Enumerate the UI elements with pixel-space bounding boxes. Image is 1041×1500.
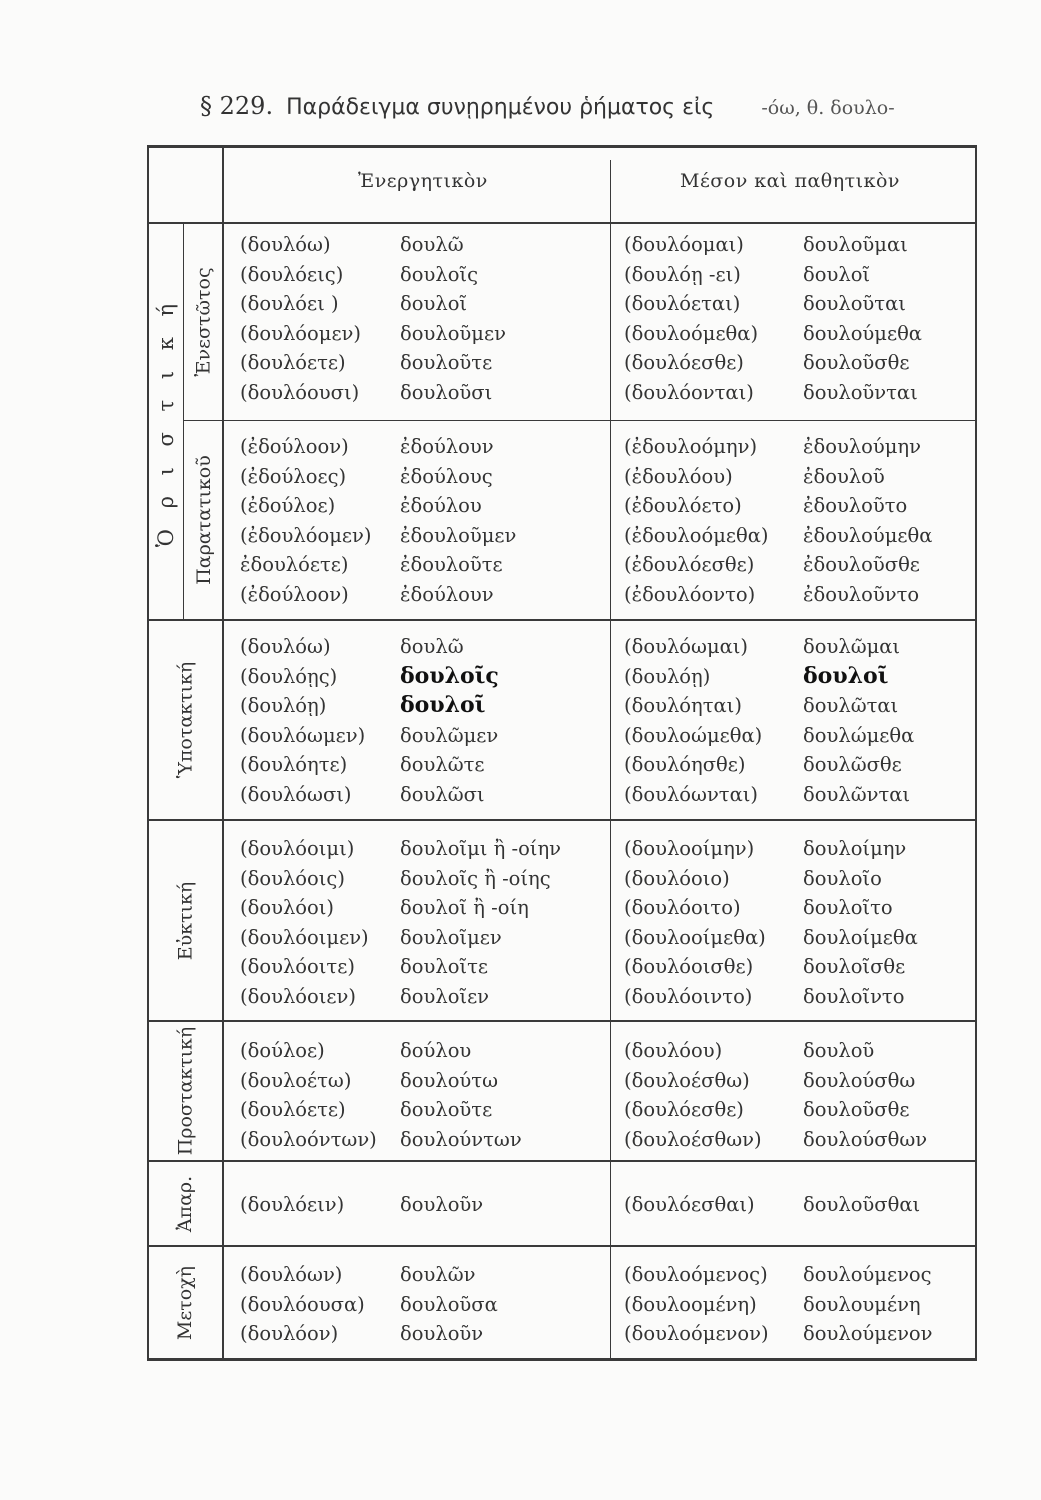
form: (δουλόοιο) — [624, 866, 730, 890]
form: (ἐδούλοες) — [240, 464, 347, 488]
label-imperative-text: Προστακτική — [174, 1026, 197, 1156]
participle-active-uncontracted — [240, 1260, 365, 1349]
label-subjunctive — [149, 621, 222, 819]
form: δουλούντων — [400, 1127, 522, 1151]
table-rule — [147, 1358, 977, 1361]
form: δουλοῦν — [400, 1322, 484, 1345]
form: δουλῶνται — [803, 782, 911, 806]
form: δουλοῖσθε — [803, 955, 906, 978]
table-rule — [147, 1160, 977, 1162]
form: ἐδούλους — [400, 464, 493, 488]
label-infinitive-text: Ἀπαρ. — [174, 1175, 197, 1232]
table-rule — [222, 145, 224, 1361]
form: ἐδουλούμεθα — [803, 523, 933, 547]
form: (ἐδουλόομεν) — [240, 523, 372, 547]
form: (δουλόοιμι) — [240, 837, 355, 860]
imperative-middle-contracted — [803, 1036, 927, 1154]
form: δουλούμενος — [803, 1263, 932, 1286]
form: (δουλόοι) — [240, 896, 335, 919]
table-rule — [147, 619, 977, 621]
form: (δουλόεσθε) — [624, 1098, 744, 1121]
form: ἐδουλοῦντο — [803, 582, 920, 606]
form: ἐδουλοῦσθε — [803, 553, 920, 576]
form: δουλούτω — [400, 1068, 498, 1092]
form: δουλοῦνται — [803, 380, 918, 404]
form: (δουλόουσα) — [240, 1292, 365, 1316]
form: (δουλοόμεθα) — [624, 321, 759, 345]
form: (δουλόοισθε) — [624, 955, 754, 978]
form: (δουλόετε) — [240, 1098, 346, 1121]
form: δουλοῖ — [803, 662, 889, 689]
form: (δουλόητε) — [240, 753, 348, 776]
form: (δουλόοιτε) — [240, 955, 355, 978]
participle-middle-contracted — [803, 1260, 933, 1349]
form: (δουλοέσθων) — [624, 1127, 762, 1151]
table-rule — [183, 420, 977, 421]
form: δουλοῖντο — [803, 984, 905, 1008]
label-subjunctive-text: Ὑποτακτική — [174, 661, 197, 779]
label-present — [185, 224, 222, 420]
form: δουλούσθων — [803, 1127, 928, 1151]
form: (δουλοόντων) — [240, 1127, 377, 1151]
form: δουλοῖς — [400, 262, 478, 286]
form: δουλοῦσθε — [803, 1098, 910, 1121]
form: (ἐδουλόετο) — [624, 494, 742, 517]
form: (δούλοε) — [240, 1039, 325, 1062]
form: δουλοῦτε — [400, 1098, 493, 1121]
form: ἐδούλουν — [400, 582, 494, 606]
form: (δουλόοιτο) — [624, 896, 741, 919]
table-rule — [147, 222, 977, 224]
label-imperfect-text: Παρατατικοῦ — [192, 455, 215, 585]
form: (ἐδουλόου) — [624, 464, 733, 488]
label-imperative — [149, 1022, 222, 1160]
subjunctive-active-contracted — [400, 632, 499, 809]
form: (δουλόοιμεν) — [240, 925, 369, 949]
form: δουλοῖτο — [803, 896, 893, 919]
form: ἐδουλοῦ — [803, 464, 885, 488]
form: δουλοῦσθε — [803, 351, 910, 374]
present-active-contracted — [400, 230, 506, 407]
imperfect-active-uncontracted — [240, 432, 371, 609]
infinitive-active-contracted — [400, 1190, 483, 1220]
form: δουλῶ — [400, 233, 464, 256]
form: (ἐδούλοον) — [240, 435, 349, 458]
table-rule — [610, 160, 611, 1358]
present-active-uncontracted — [240, 230, 361, 407]
form: δουλῶσθε — [803, 753, 902, 776]
form: (δουλόεσθε) — [624, 351, 744, 374]
form: (δουλόουσι) — [240, 380, 360, 404]
form: δουλοῖ ἢ -οίη — [400, 896, 529, 919]
label-optative-text: Εὐκτική — [174, 881, 197, 960]
form: δουλῶμαι — [803, 635, 901, 658]
form: (δουλόωμεν) — [240, 723, 366, 747]
table-rule — [147, 819, 977, 821]
form: (ἐδουλοόμην) — [624, 435, 758, 458]
form: δουλώμεθα — [803, 723, 915, 747]
table-rule — [147, 145, 977, 148]
form: δουλοῖμι ἢ -οίην — [400, 837, 561, 860]
form: δουλούμενον — [803, 1322, 933, 1345]
form: ἐδουλόετε) — [240, 553, 349, 576]
form: (δουλόου) — [624, 1039, 723, 1062]
form: (δουλόησθε) — [624, 753, 746, 776]
form: (δουλόῃ) — [624, 664, 711, 688]
form: (δουλόωνται) — [624, 782, 759, 806]
form: δουλούσθω — [803, 1068, 916, 1092]
form: δουλοῖτε — [400, 955, 488, 978]
column-header-middle-passive: Μέσον καὶ παθητικὸν — [680, 170, 900, 192]
form: (δουλόον) — [240, 1322, 339, 1345]
form: δουλοῖ — [803, 262, 871, 286]
form: (δουλόωσι) — [240, 782, 352, 806]
participle-middle-uncontracted — [624, 1260, 769, 1349]
participle-active-contracted — [400, 1260, 498, 1349]
form: (δουλοέσθω) — [624, 1068, 750, 1092]
form: (δουλόων) — [240, 1263, 343, 1286]
form: (ἐδουλοόμεθα) — [624, 523, 769, 547]
form: δουλοῖ — [400, 692, 486, 718]
table-rule — [147, 1245, 977, 1247]
form: ἐδουλοῦτο — [803, 494, 908, 517]
present-middle-contracted — [803, 230, 922, 407]
imperative-active-contracted — [400, 1036, 522, 1154]
form: ἐδούλουν — [400, 435, 494, 458]
imperfect-active-contracted — [400, 432, 516, 609]
label-optative — [149, 821, 222, 1020]
form: δουλοῖς ἢ -οίης — [400, 866, 551, 890]
form: δουλοῦται — [803, 292, 906, 315]
form: δουλῶται — [803, 694, 899, 717]
form: (δουλόωμαι) — [624, 635, 749, 658]
label-infinitive — [149, 1162, 222, 1245]
present-middle-uncontracted — [624, 230, 758, 407]
form: (δουλόειν) — [240, 1193, 345, 1216]
form: ἐδούλου — [400, 494, 482, 517]
infinitive-middle-uncontracted — [624, 1190, 755, 1220]
form: δουλοίμην — [803, 837, 907, 860]
form: (δουλοόμενος) — [624, 1263, 768, 1286]
form: δούλου — [400, 1039, 472, 1062]
form: (ἐδουλόοντο) — [624, 582, 756, 606]
table-rule — [147, 1020, 977, 1022]
form: (δουλοόμενον) — [624, 1322, 769, 1345]
form: (δουλόω) — [240, 635, 331, 658]
form: ἐδουλοῦτε — [400, 553, 503, 576]
form: δουλοῖεν — [400, 984, 490, 1008]
form: δουλῶτε — [400, 753, 485, 776]
infinitive-active-uncontracted — [240, 1190, 344, 1220]
infinitive-middle-contracted — [803, 1190, 920, 1220]
form: ἐδουλοῦμεν — [400, 523, 517, 547]
form: (δουλόεις) — [240, 262, 344, 286]
section-number: § 229. — [200, 92, 274, 120]
imperative-active-uncontracted — [240, 1036, 377, 1154]
form: (δουλόοιεν) — [240, 984, 356, 1008]
form: (δουλόοις) — [240, 866, 345, 890]
form: (δουλοοίμην) — [624, 837, 755, 860]
form: ἐδουλούμην — [803, 435, 921, 458]
label-imperfect — [185, 421, 222, 619]
subjunctive-middle-uncontracted — [624, 632, 762, 809]
form: δουλοῖ — [400, 292, 468, 315]
form: δουλοῖο — [803, 866, 882, 890]
form: (δουλόομαι) — [624, 233, 744, 256]
label-indicative-text: Ὁ ρ ι σ τ ι κ ή — [154, 296, 178, 547]
table-rule — [183, 222, 184, 619]
form: δουλῶ — [400, 635, 464, 658]
form: δουλοῦσι — [400, 380, 493, 404]
table-rule — [975, 145, 977, 1361]
form: (δουλόομεν) — [240, 321, 362, 345]
form: (δουλοώμεθα) — [624, 723, 763, 747]
form: (ἐδούλοε) — [240, 494, 336, 517]
section-title: Παράδειγμα συνῃρημένου ῥήματος εἰς — [286, 95, 715, 120]
optative-middle-contracted — [803, 834, 918, 1011]
form: δουλοῦν — [400, 1193, 484, 1216]
form: δουλοῦ — [803, 1039, 875, 1062]
form: (δουλόω) — [240, 233, 331, 256]
form: δουλοῦμαι — [803, 233, 908, 256]
column-header-active: Ἐνεργητικὸν — [358, 170, 488, 192]
form: δουλῶσι — [400, 782, 485, 806]
form: (ἐδουλόεσθε) — [624, 553, 755, 576]
label-present-text: Ἐνεστῶτος — [192, 267, 215, 377]
imperfect-middle-uncontracted — [624, 432, 769, 609]
imperative-middle-uncontracted — [624, 1036, 762, 1154]
optative-middle-uncontracted — [624, 834, 766, 1011]
form: δουλοῦμεν — [400, 321, 506, 345]
optative-active-uncontracted — [240, 834, 369, 1011]
form: (δουλοοίμεθα) — [624, 925, 766, 949]
form: (δουλόῃς) — [240, 664, 338, 688]
form: δουλοῦσθαι — [803, 1193, 921, 1216]
imperfect-middle-contracted — [803, 432, 932, 609]
subjunctive-middle-contracted — [803, 632, 914, 809]
form: δουλοῖμεν — [400, 925, 502, 949]
form: (ἐδούλοον) — [240, 582, 349, 606]
form: δουλουμένη — [803, 1292, 921, 1316]
form: δουλοίμεθα — [803, 925, 918, 949]
form: δουλούμεθα — [803, 321, 922, 345]
form: (δουλόῃ) — [240, 694, 327, 717]
form: δουλοῦσα — [400, 1292, 498, 1316]
form: (δουλόεται) — [624, 292, 741, 315]
label-participle — [149, 1247, 222, 1358]
form: δουλοῖς — [400, 662, 499, 689]
form: (δουλόεσθαι) — [624, 1193, 755, 1216]
form: δουλοῦτε — [400, 351, 493, 374]
form: (δουλοέτω) — [240, 1068, 352, 1092]
page-heading — [200, 92, 980, 132]
form: (δουλόηται) — [624, 694, 742, 717]
section-suffix: -όω, θ. δουλο- — [761, 97, 895, 119]
subjunctive-active-uncontracted — [240, 632, 365, 809]
optative-active-contracted — [400, 834, 561, 1011]
form: (δουλόετε) — [240, 351, 346, 374]
label-participle-text: Μετοχὴ — [174, 1265, 197, 1340]
label-indicative — [149, 224, 183, 619]
form: δουλῶν — [400, 1263, 476, 1286]
form: (δουλοομένη) — [624, 1292, 757, 1316]
form: (δουλόει ) — [240, 292, 339, 315]
form: (δουλόοιντο) — [624, 984, 753, 1008]
form: δουλῶμεν — [400, 723, 499, 747]
form: (δουλόῃ -ει) — [624, 262, 741, 286]
form: (δουλόονται) — [624, 380, 754, 404]
